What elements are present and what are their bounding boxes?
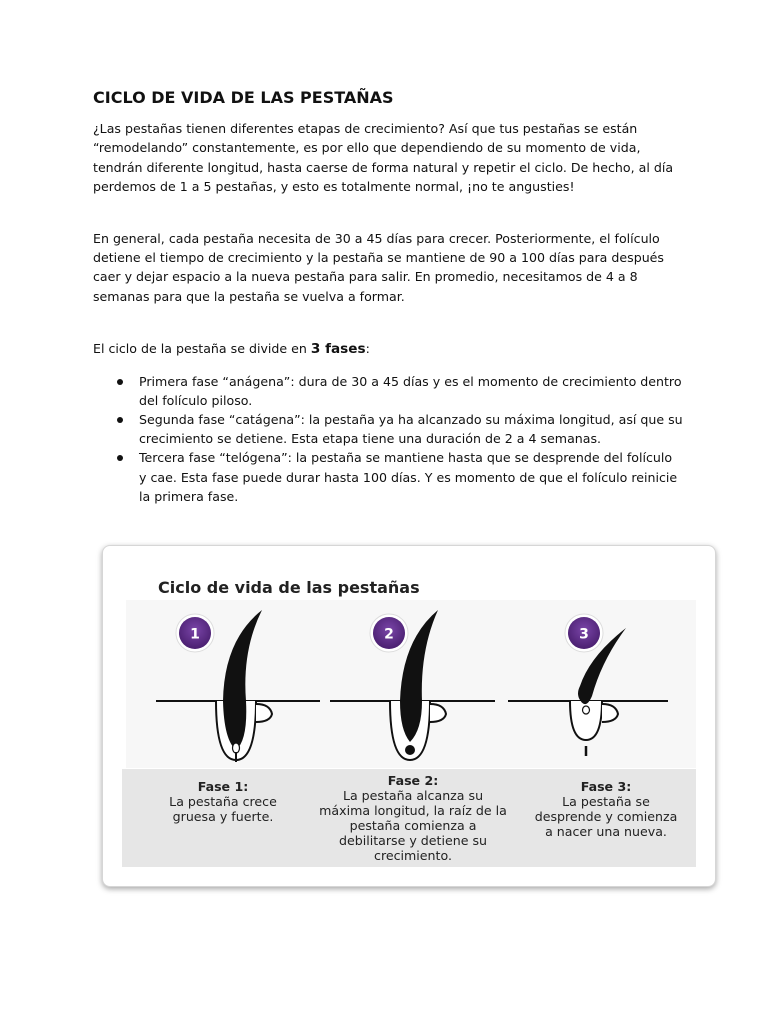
phases-intro-suffix: : [365, 341, 370, 357]
caption-phase-3-heading: Fase 3: [580, 779, 632, 794]
caption-phase-2-text: La pestaña alcanza su máxima longitud, la raíz de la pestaña comienza a debilitarse y detiene su crecimiento. [319, 788, 507, 863]
document-body [93, 88, 683, 506]
caption-phase-1-heading: Fase 1: [197, 779, 249, 794]
lash-cycle-illustration [120, 600, 700, 768]
caption-phase-2-heading: Fase 2: [387, 773, 439, 788]
caption-phase-1 [148, 779, 298, 824]
caption-phase-1-text: La pestaña crece gruesa y fuerte. [169, 794, 277, 824]
badge-2 [370, 614, 408, 652]
phases-count: 3 fases [310, 341, 366, 358]
document-title: CICLO DE VIDA DE LAS PESTAÑAS [93, 88, 394, 107]
badge-1 [176, 614, 214, 652]
badge-3 [565, 614, 603, 652]
list-item: Segunda fase “catágena”: la pestaña ya ha alcanzado su máxima longitud, así que su crecimiento se detiene. Esta etapa tiene una duración de 2 a 4 semanas. [139, 410, 683, 448]
phases-intro [93, 339, 683, 359]
caption-phase-3-text: La pestaña se desprende y comienza a nacer una nueva. [534, 794, 678, 839]
paragraph-growth: En general, cada pestaña necesita de 30 a 45 días para crecer. Posteriormente, el folículo detiene el tiempo de crecimiento y la pestaña se mantiene de 90 a 100 días para después caer y dejar espacio a la nueva pestaña para salir. En promedio, necesitamos de 4 a 8 semanas para que la pestaña se vuelva a formar. [93, 230, 664, 304]
caption-phase-3 [532, 779, 680, 839]
phases-intro-prefix: El ciclo de la pestaña se divide en [93, 341, 311, 357]
badge-1-label: 1 [190, 626, 200, 643]
list-item: Primera fase “anágena”: dura de 30 a 45 días y es el momento de crecimiento dentro del folículo piloso. [139, 372, 683, 410]
phases-list [93, 372, 683, 506]
list-item: Tercera fase “telógena”: la pestaña se mantiene hasta que se desprende del folículo y cae. Esta fase puede durar hasta 100 días. Y es momento de que el folículo reinicie la primera fase. [139, 448, 683, 506]
figure-title: Ciclo de vida de las pestañas [158, 578, 420, 597]
badge-2-label: 2 [384, 626, 394, 643]
caption-phase-2 [318, 773, 508, 863]
paragraph-intro: ¿Las pestañas tienen diferentes etapas de crecimiento? Así que tus pestañas se están “remodelando” constantemente, es por ello que dependiendo de su momento de vida, tendrán diferente longitud, hasta caerse de forma natural y repetir el ciclo. De hecho, al día perdemos de 1 a 5 pestañas, y esto es totalmente normal, ¡no te angusties! [93, 121, 674, 195]
badge-3-label: 3 [579, 626, 589, 643]
